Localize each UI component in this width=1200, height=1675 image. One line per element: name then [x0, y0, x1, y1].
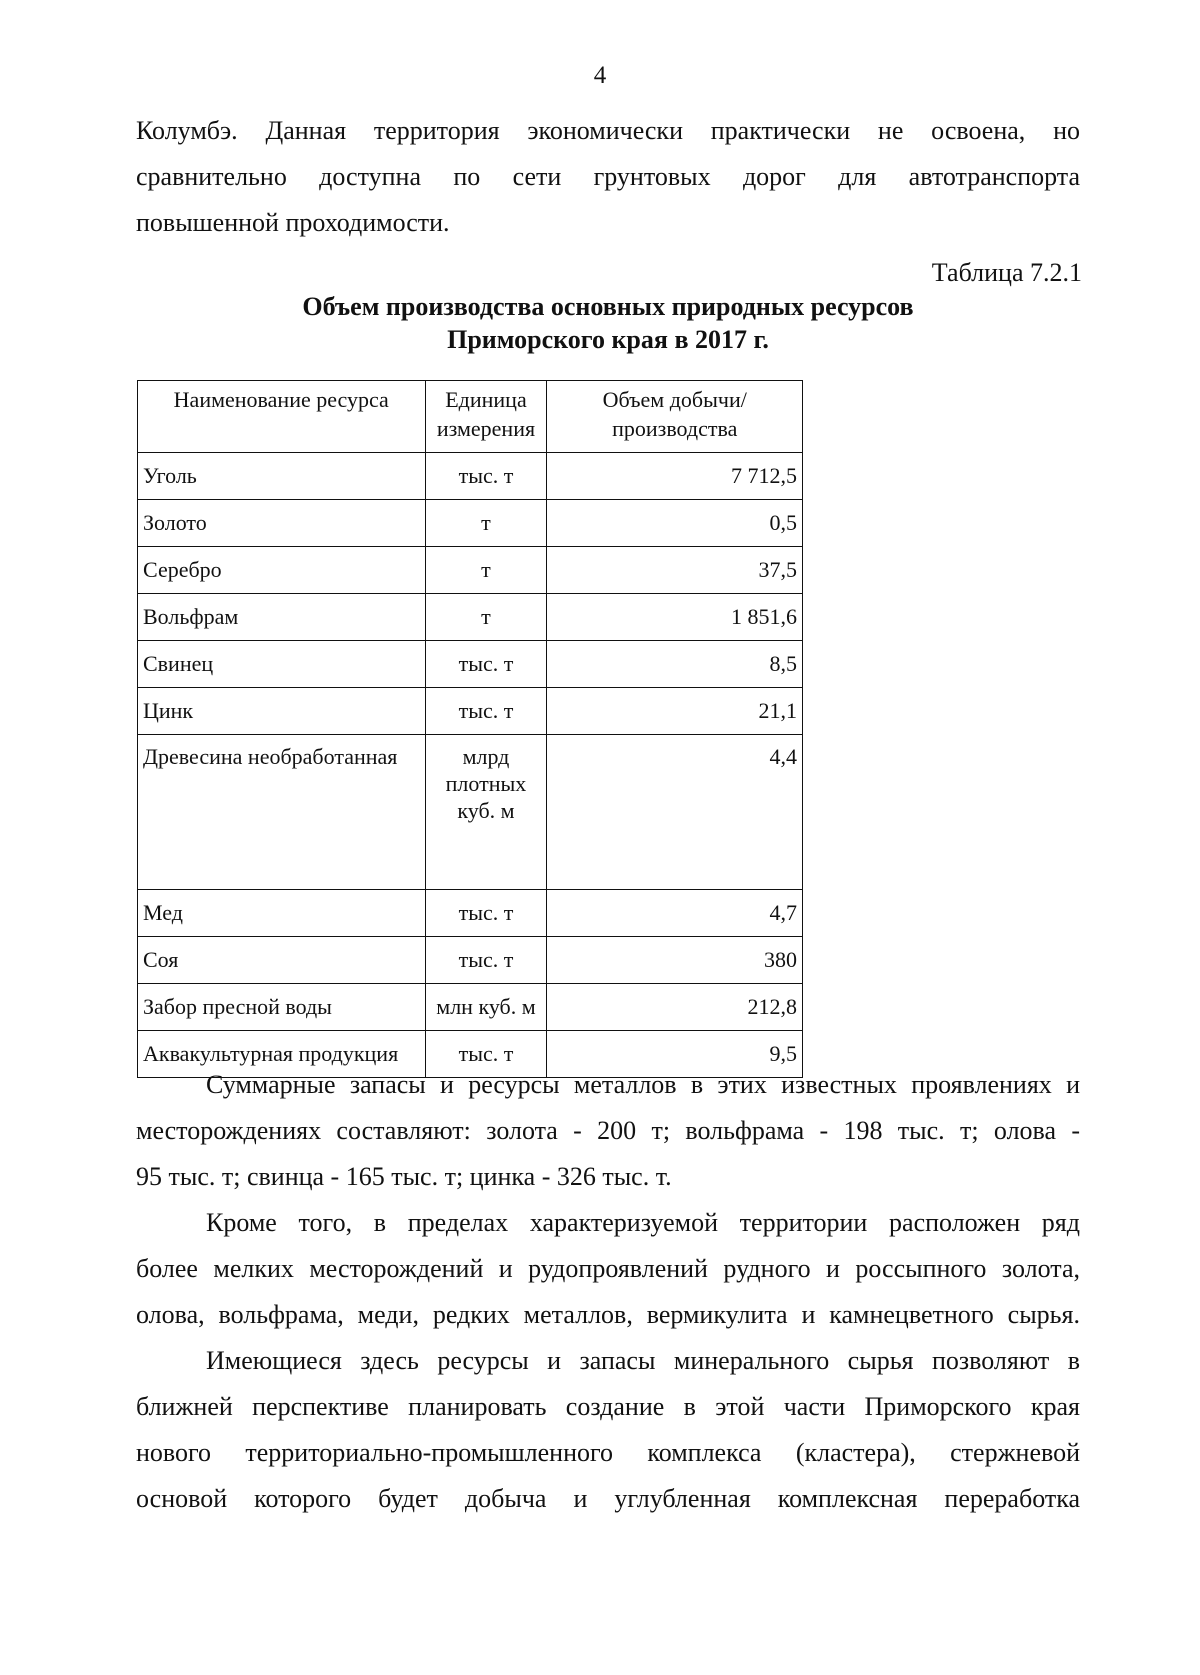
intro-paragraph: [136, 108, 1080, 246]
cell-value: 4,4: [547, 735, 803, 890]
paragraph-cluster-plan: [136, 1338, 1080, 1522]
text-line: Колумбэ. Данная территория экономически практически не освоена, но: [136, 116, 1080, 145]
page-number: 4: [593, 62, 607, 89]
resources-table: [137, 380, 803, 1078]
table-title-line: Приморского края в 2017 г.: [447, 325, 769, 354]
text-line: 95 тыс. т; свинца - 165 тыс. т; цинка - 326 тыс. т.: [136, 1162, 672, 1191]
table-caption: Таблица 7.2.1: [931, 258, 1082, 287]
cell-resource: Серебро: [138, 547, 426, 594]
table-row: [138, 594, 803, 641]
text-line: месторождениях составляют: золота - 200 т; вольфрама - 198 тыс. т; олова -: [136, 1116, 1080, 1145]
table-row: [138, 890, 803, 937]
cell-resource: Вольфрам: [138, 594, 426, 641]
cell-value: 9,5: [547, 1031, 803, 1078]
text-line: Кроме того, в пределах характеризуемой территории расположен ряд: [206, 1208, 1080, 1237]
text-line: ближней перспективе планировать создание в этой части Приморского края: [136, 1392, 1080, 1421]
text-line: основой которого будет добыча и углубленная комплексная переработка: [136, 1484, 1080, 1513]
table-row: [138, 500, 803, 547]
header-unit: Единица измерения: [425, 381, 547, 453]
cell-resource: Мед: [138, 890, 426, 937]
cell-value: 7 712,5: [547, 453, 803, 500]
cell-value: 0,5: [547, 500, 803, 547]
cell-value: 380: [547, 937, 803, 984]
text-line: более мелких месторождений и рудопроявлений рудного и россыпного золота,: [136, 1254, 1080, 1283]
text-line: Имеющиеся здесь ресурсы и запасы минерального сырья позволяют в: [206, 1346, 1080, 1375]
cell-resource: Забор пресной воды: [138, 984, 426, 1031]
text-line: сравнительно доступна по сети грунтовых дорог для автотранспорта: [136, 162, 1080, 191]
cell-unit: тыс. т: [425, 641, 547, 688]
table-row: [138, 453, 803, 500]
paragraph-metal-reserves: [136, 1062, 1080, 1200]
cell-resource: Цинк: [138, 688, 426, 735]
cell-resource: Золото: [138, 500, 426, 547]
table-title-line: Объем производства основных природных ресурсов: [302, 292, 914, 321]
cell-unit: тыс. т: [425, 688, 547, 735]
cell-resource: Аквакультурная продукция: [138, 1031, 426, 1078]
cell-value: 37,5: [547, 547, 803, 594]
table-header-row: [138, 381, 803, 453]
table-row: [138, 984, 803, 1031]
cell-unit: тыс. т: [425, 937, 547, 984]
cell-unit: т: [425, 594, 547, 641]
text-line: олова, вольфрама, меди, редких металлов, вермикулита и камнецветного сырья.: [136, 1300, 1080, 1329]
cell-resource: Свинец: [138, 641, 426, 688]
text-line: Суммарные запасы и ресурсы металлов в этих известных проявлениях и: [206, 1070, 1080, 1099]
cell-resource: Уголь: [138, 453, 426, 500]
table-row: [138, 688, 803, 735]
cell-unit: тыс. т: [425, 1031, 547, 1078]
cell-value: 212,8: [547, 984, 803, 1031]
cell-value: 8,5: [547, 641, 803, 688]
cell-unit: тыс. т: [425, 890, 547, 937]
table-row: [138, 735, 803, 890]
cell-resource: Соя: [138, 937, 426, 984]
cell-value: 4,7: [547, 890, 803, 937]
paragraph-small-deposits: [136, 1200, 1080, 1338]
table-title: [0, 290, 1200, 356]
table-row: [138, 641, 803, 688]
cell-value: 1 851,6: [547, 594, 803, 641]
cell-unit: млн куб. м: [425, 984, 547, 1031]
cell-unit: т: [425, 500, 547, 547]
cell-value: 21,1: [547, 688, 803, 735]
table-row: [138, 937, 803, 984]
cell-unit: т: [425, 547, 547, 594]
text-line: повышенной проходимости.: [136, 208, 450, 237]
cell-unit: тыс. т: [425, 453, 547, 500]
header-volume: Объем добычи/производства: [547, 381, 803, 453]
text-line: нового территориально-промышленного комплекса (кластера), стержневой: [136, 1438, 1080, 1467]
cell-resource: Древесина необработанная: [138, 735, 426, 890]
header-resource: Наименование ресурса: [138, 381, 426, 453]
cell-unit: млрд плотных куб. м: [425, 735, 547, 890]
table-row: [138, 547, 803, 594]
